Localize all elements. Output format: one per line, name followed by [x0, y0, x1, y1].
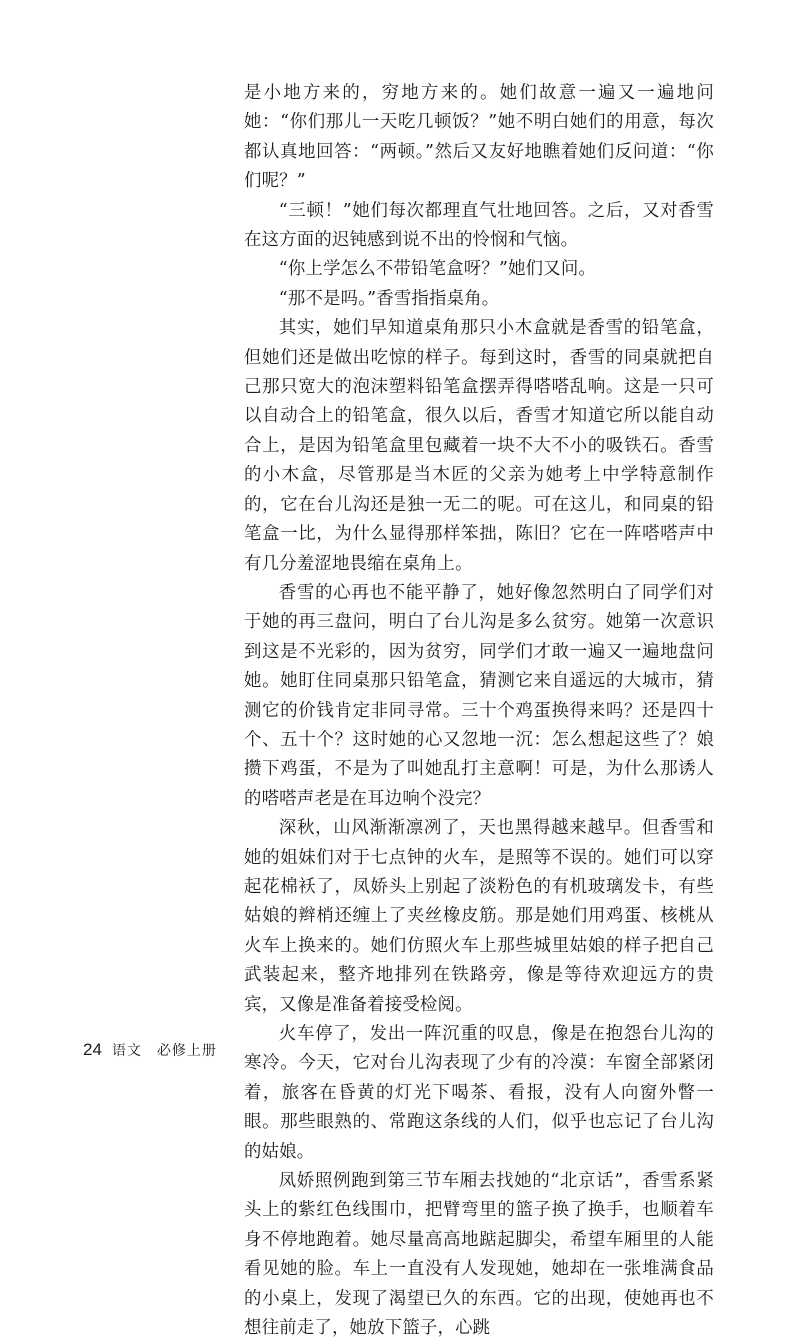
- paragraph-4: “那不是吗。”香雪指指桌角。: [278, 288, 500, 309]
- body-text: [244, 79, 714, 1343]
- paragraph-5: 其实，她们早知道桌角那只小木盒就是香雪的铅笔盒，但她们还是做出吃惊的样子。每到这时，香雪的同桌就把自己那只宽大的泡沫塑料铅笔盒摆弄得嗒嗒乱响。这是一只可以自动合上的铅笔盒，很久以后，香雪才知道它所以能自动合上，是因为铅笔盒里包藏着一块不大不小的吸铁石。香雪的小木盒，尽管那是当木匠的父亲为她考上中学特意制作的，它在台儿沟还是独一无二的呢。可在这儿，和同桌的铅笔盒一比，为什么显得那样笨拙，陈旧？它在一阵嗒嗒声中有几分羞涩地畏缩在桌角上。: [244, 318, 714, 574]
- paragraph-2: “三顿！”她们每次都理直气壮地回答。之后，又对香雪在这方面的迟钝感到说不出的怜悯和气恼。: [244, 200, 714, 251]
- paragraph-7: 深秋，山风渐渐凛冽了，天也黑得越来越早。但香雪和她的姐妹们对于七点钟的火车，是照等不误的。她们可以穿起花棉袄了，凤娇头上别起了淡粉色的有机玻璃发卡，有些姑娘的辫梢还缠上了夹丝橡皮筋。那是她们用鸡蛋、核桃从火车上换来的。她们仿照火车上那些城里姑娘的样子把自己武装起来，整齐地排列在铁路旁，像是等待欢迎远方的贵宾，又像是准备着接受检阅。: [244, 818, 714, 1015]
- book-title: 语文 必修上册: [111, 1043, 217, 1059]
- paragraph-9: 凤娇照例跑到第三节车厢去找她的“北京话”，香雪系紧头上的紫红色线围巾，把臂弯里的篮子换了换手，也顺着车身不停地跑着。她尽量高高地踮起脚尖，希望车厢里的人能看见她的脸。车上一直没有人发现她，她却在一张堆满食品的小桌上，发现了渴望已久的东西。它的出现，使她再也不想往前走了，她放下篮子，心跳: [244, 1171, 714, 1339]
- page-number: 24: [83, 1040, 102, 1059]
- paragraph-1: 是小地方来的，穷地方来的。她们故意一遍又一遍地问她：“你们那儿一天吃几顿饭？”她不明白她们的用意，每次都认真地回答：“两顿。”然后又友好地瞧着她们反问道：“你们呢？”: [244, 83, 714, 192]
- paragraph-6: 香雪的心再也不能平静了，她好像忽然明白了同学们对于她的再三盘问，明白了台儿沟是多么贫穷。她第一次意识到这是不光彩的，因为贫穷，同学们才敢一遍又一遍地盘问她。她盯住同桌那只铅笔盒，猜测它来自遥远的大城市，猜测它的价钱肯定非同寻常。三十个鸡蛋换得来吗？还是四十个、五十个？这时她的心又忽地一沉：怎么想起这些了？娘攒下鸡蛋，不是为了叫她乱打主意啊！可是，为什么那诱人的嗒嗒声老是在耳边响个没完？: [244, 582, 714, 809]
- paragraph-8: 火车停了，发出一阵沉重的叹息，像是在抱怨台儿沟的寒冷。今天，它对台儿沟表现了少有的冷漠：车窗全部紧闭着，旅客在昏黄的灯光下喝茶、看报，没有人向窗外瞥一眼。那些眼熟的、常跑这条线的人们，似乎也忘记了台儿沟的姑娘。: [244, 1024, 714, 1162]
- paragraph-3: “你上学怎么不带铅笔盒呀？”她们又问。: [278, 259, 597, 280]
- page-footer: [83, 1040, 217, 1060]
